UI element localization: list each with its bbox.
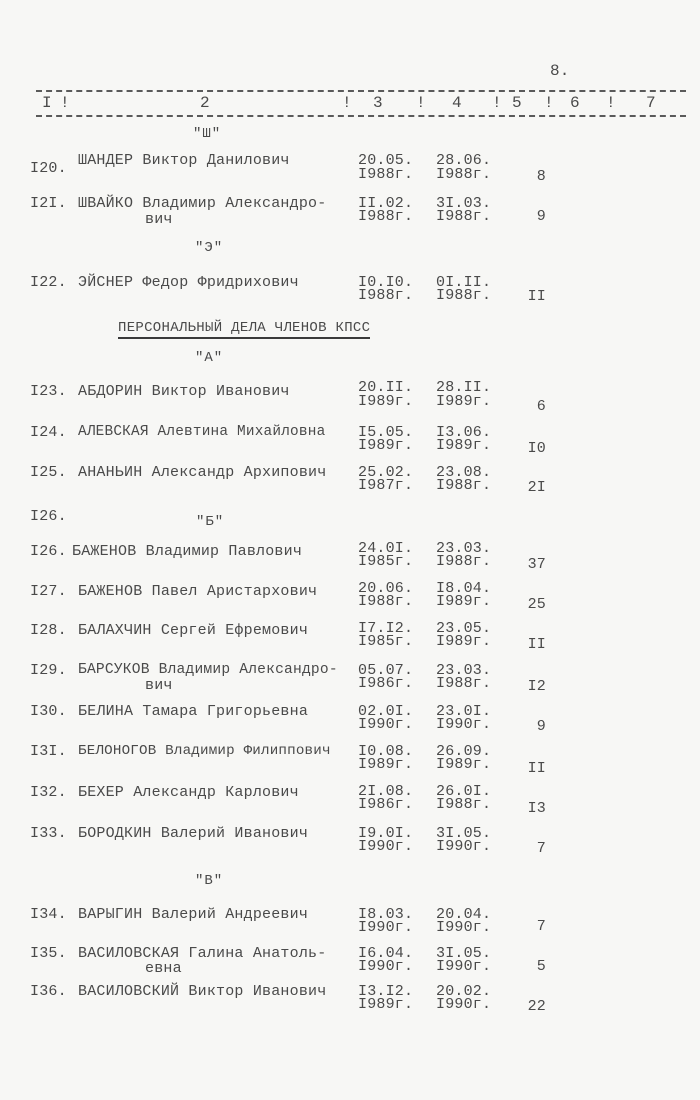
row-start-year: I989г. bbox=[358, 756, 414, 773]
letter-heading-a: "А" bbox=[195, 350, 224, 366]
row-number: I36. bbox=[30, 983, 67, 1000]
row-end-date: 28.06. bbox=[436, 152, 492, 169]
row-number: I24. bbox=[30, 424, 67, 441]
row-start-date: II.02. bbox=[358, 195, 414, 212]
row-start-year: I989г. bbox=[358, 996, 414, 1013]
page-number: 8. bbox=[550, 62, 570, 80]
row-number: I29. bbox=[30, 662, 67, 679]
letter-heading-v: "В" bbox=[195, 873, 224, 889]
header-sep: ! bbox=[492, 94, 502, 112]
row-name: ШВАЙКО Владимир Александро- bbox=[78, 195, 327, 212]
row-start-date: 20.06. bbox=[358, 580, 414, 597]
row-end-year: I990г. bbox=[436, 838, 492, 855]
row-name: БОРОДКИН Валерий Иванович bbox=[78, 825, 309, 842]
row-end-date: 23.03. bbox=[436, 662, 492, 679]
row-start-year: I985г. bbox=[358, 633, 414, 650]
row-end-year: I990г. bbox=[436, 919, 492, 936]
row-end-date: 23.03. bbox=[436, 540, 492, 557]
row-name: БЕЛОНОГОВ Владимир Филиппович bbox=[78, 743, 331, 759]
row-end-year: I989г. bbox=[436, 393, 492, 410]
row-end-date: 0I.II. bbox=[436, 274, 492, 291]
row-end-date: 20.02. bbox=[436, 983, 492, 1000]
row-number: I30. bbox=[30, 703, 67, 720]
row-name: АНАНЬИН Александр Архипович bbox=[78, 464, 327, 481]
row-start-date: 05.07. bbox=[358, 662, 414, 679]
row-end-date: 3I.05. bbox=[436, 945, 492, 962]
header-col-5: 5 bbox=[512, 94, 522, 112]
row-name: ВАРЫГИН Валерий Андреевич bbox=[78, 906, 309, 923]
row-number: I2I. bbox=[30, 195, 67, 212]
row-sheet-count: 37 bbox=[527, 556, 546, 573]
row-start-year: I990г. bbox=[358, 958, 414, 975]
row-end-date: 26.0I. bbox=[436, 783, 492, 800]
row-name-continuation: вич bbox=[145, 211, 173, 228]
row-sheet-count: II bbox=[527, 288, 546, 305]
row-end-date: 28.II. bbox=[436, 379, 492, 396]
row-start-year: I988г. bbox=[358, 287, 414, 304]
row-number: I28. bbox=[30, 622, 67, 639]
row-sheet-count: 8 bbox=[536, 168, 546, 185]
row-start-date: I8.03. bbox=[358, 906, 414, 923]
row-sheet-count: 22 bbox=[527, 998, 546, 1015]
row-start-date: 2I.08. bbox=[358, 783, 414, 800]
stray-row-number: I26. bbox=[30, 508, 67, 525]
row-start-date: I5.05. bbox=[358, 424, 414, 441]
row-end-date: 23.0I. bbox=[436, 703, 492, 720]
row-start-year: I986г. bbox=[358, 796, 414, 813]
row-end-date: 3I.05. bbox=[436, 825, 492, 842]
header-top-rule bbox=[36, 90, 686, 92]
row-name: БЕХЕР Александр Карлович bbox=[78, 784, 299, 801]
row-start-year: I987г. bbox=[358, 477, 414, 494]
row-start-year: I985г. bbox=[358, 553, 414, 570]
header-sep: ! bbox=[544, 94, 554, 112]
section-heading: ПЕРСОНАЛЬНЫЙ ДЕЛА ЧЛЕНОВ КПСС bbox=[118, 320, 370, 339]
row-name: АБДОРИН Виктор Иванович bbox=[78, 383, 290, 400]
row-sheet-count: I2 bbox=[527, 678, 546, 695]
header-sep: ! bbox=[60, 94, 70, 112]
row-name: БАРСУКОВ Владимир Александро- bbox=[78, 662, 338, 678]
row-end-year: I988г. bbox=[436, 287, 492, 304]
header-sep: ! bbox=[342, 94, 352, 112]
row-sheet-count: I0 bbox=[527, 440, 546, 457]
header-col-3: 3 bbox=[373, 94, 383, 112]
row-start-date: I6.04. bbox=[358, 945, 414, 962]
row-start-year: I990г. bbox=[358, 919, 414, 936]
row-start-date: I9.0I. bbox=[358, 825, 414, 842]
row-start-year: I988г. bbox=[358, 166, 414, 183]
row-end-year: I988г. bbox=[436, 166, 492, 183]
row-end-year: I988г. bbox=[436, 477, 492, 494]
row-end-year: I989г. bbox=[436, 593, 492, 610]
header-sep: ! bbox=[606, 94, 616, 112]
header-col-2: 2 bbox=[200, 94, 210, 112]
row-end-year: I988г. bbox=[436, 208, 492, 225]
row-end-year: I990г. bbox=[436, 996, 492, 1013]
row-end-date: I3.06. bbox=[436, 424, 492, 441]
row-end-year: I990г. bbox=[436, 958, 492, 975]
row-sheet-count: 25 bbox=[527, 596, 546, 613]
row-number: I20. bbox=[30, 160, 67, 177]
row-number: I22. bbox=[30, 274, 67, 291]
row-sheet-count: 6 bbox=[536, 398, 546, 415]
letter-heading-b: "Б" bbox=[196, 514, 225, 530]
row-start-year: I986г. bbox=[358, 675, 414, 692]
row-end-year: I988г. bbox=[436, 553, 492, 570]
row-name: БАЛАХЧИН Сергей Ефремович bbox=[78, 622, 309, 639]
row-sheet-count: I3 bbox=[527, 800, 546, 817]
row-name: АЛЕВСКАЯ Алевтина Михайловна bbox=[78, 424, 326, 440]
header-bottom-rule bbox=[36, 115, 686, 117]
row-sheet-count: 7 bbox=[536, 840, 546, 857]
row-end-year: I989г. bbox=[436, 756, 492, 773]
row-end-year: I988г. bbox=[436, 675, 492, 692]
row-name-continuation: вич bbox=[145, 677, 173, 694]
row-name: ВАСИЛОВСКИЙ Виктор Иванович bbox=[78, 983, 327, 1000]
header-col-4: 4 bbox=[452, 94, 462, 112]
row-number: I32. bbox=[30, 784, 67, 801]
row-name: БАЖЕНОВ Владимир Павлович bbox=[72, 543, 303, 560]
row-number: I25. bbox=[30, 464, 67, 481]
row-name-continuation: евна bbox=[145, 960, 182, 977]
row-start-year: I990г. bbox=[358, 716, 414, 733]
row-end-date: 23.08. bbox=[436, 464, 492, 481]
row-name: ВАСИЛОВСКАЯ Галина Анатоль- bbox=[78, 945, 327, 962]
row-start-date: I3.I2. bbox=[358, 983, 414, 1000]
row-name: БЕЛИНА Тамара Григорьевна bbox=[78, 703, 309, 720]
row-number: I34. bbox=[30, 906, 67, 923]
header-col-7: 7 bbox=[646, 94, 656, 112]
row-start-date: I0.I0. bbox=[358, 274, 414, 291]
row-name: ЭЙСНЕР Федор Фридрихович bbox=[78, 274, 299, 291]
header-sep: ! bbox=[416, 94, 426, 112]
row-number: I27. bbox=[30, 583, 67, 600]
row-start-year: I988г. bbox=[358, 593, 414, 610]
row-number: I26. bbox=[30, 543, 67, 560]
row-end-date: 23.05. bbox=[436, 620, 492, 637]
row-sheet-count: 2I bbox=[527, 479, 546, 496]
letter-heading-sh: "Ш" bbox=[193, 126, 222, 142]
row-end-year: I990г. bbox=[436, 716, 492, 733]
row-number: I3I. bbox=[30, 743, 67, 760]
row-start-date: I0.08. bbox=[358, 743, 414, 760]
row-end-date: 26.09. bbox=[436, 743, 492, 760]
row-start-date: 20.05. bbox=[358, 152, 414, 169]
row-sheet-count: II bbox=[527, 636, 546, 653]
row-start-date: 20.II. bbox=[358, 379, 414, 396]
row-end-year: I988г. bbox=[436, 796, 492, 813]
row-sheet-count: 7 bbox=[536, 918, 546, 935]
row-name: БАЖЕНОВ Павел Аристархович bbox=[78, 583, 318, 600]
row-sheet-count: II bbox=[527, 760, 546, 777]
row-start-year: I989г. bbox=[358, 393, 414, 410]
row-start-date: 25.02. bbox=[358, 464, 414, 481]
row-start-year: I990г. bbox=[358, 838, 414, 855]
row-end-year: I989г. bbox=[436, 633, 492, 650]
row-sheet-count: 5 bbox=[536, 958, 546, 975]
row-start-date: I7.I2. bbox=[358, 620, 414, 637]
row-end-date: 3I.03. bbox=[436, 195, 492, 212]
row-sheet-count: 9 bbox=[536, 208, 546, 225]
row-end-date: 20.04. bbox=[436, 906, 492, 923]
row-sheet-count: 9 bbox=[536, 718, 546, 735]
row-number: I33. bbox=[30, 825, 67, 842]
row-name: ШАНДЕР Виктор Данилович bbox=[78, 152, 290, 169]
row-start-year: I989г. bbox=[358, 437, 414, 454]
header-col-1: I bbox=[42, 94, 52, 112]
header-col-6: 6 bbox=[570, 94, 580, 112]
row-start-year: I988г. bbox=[358, 208, 414, 225]
row-start-date: 24.0I. bbox=[358, 540, 414, 557]
row-number: I35. bbox=[30, 945, 67, 962]
row-start-date: 02.0I. bbox=[358, 703, 414, 720]
row-end-date: I8.04. bbox=[436, 580, 492, 597]
row-number: I23. bbox=[30, 383, 67, 400]
letter-heading-e: "Э" bbox=[195, 240, 224, 256]
row-end-year: I989г. bbox=[436, 437, 492, 454]
